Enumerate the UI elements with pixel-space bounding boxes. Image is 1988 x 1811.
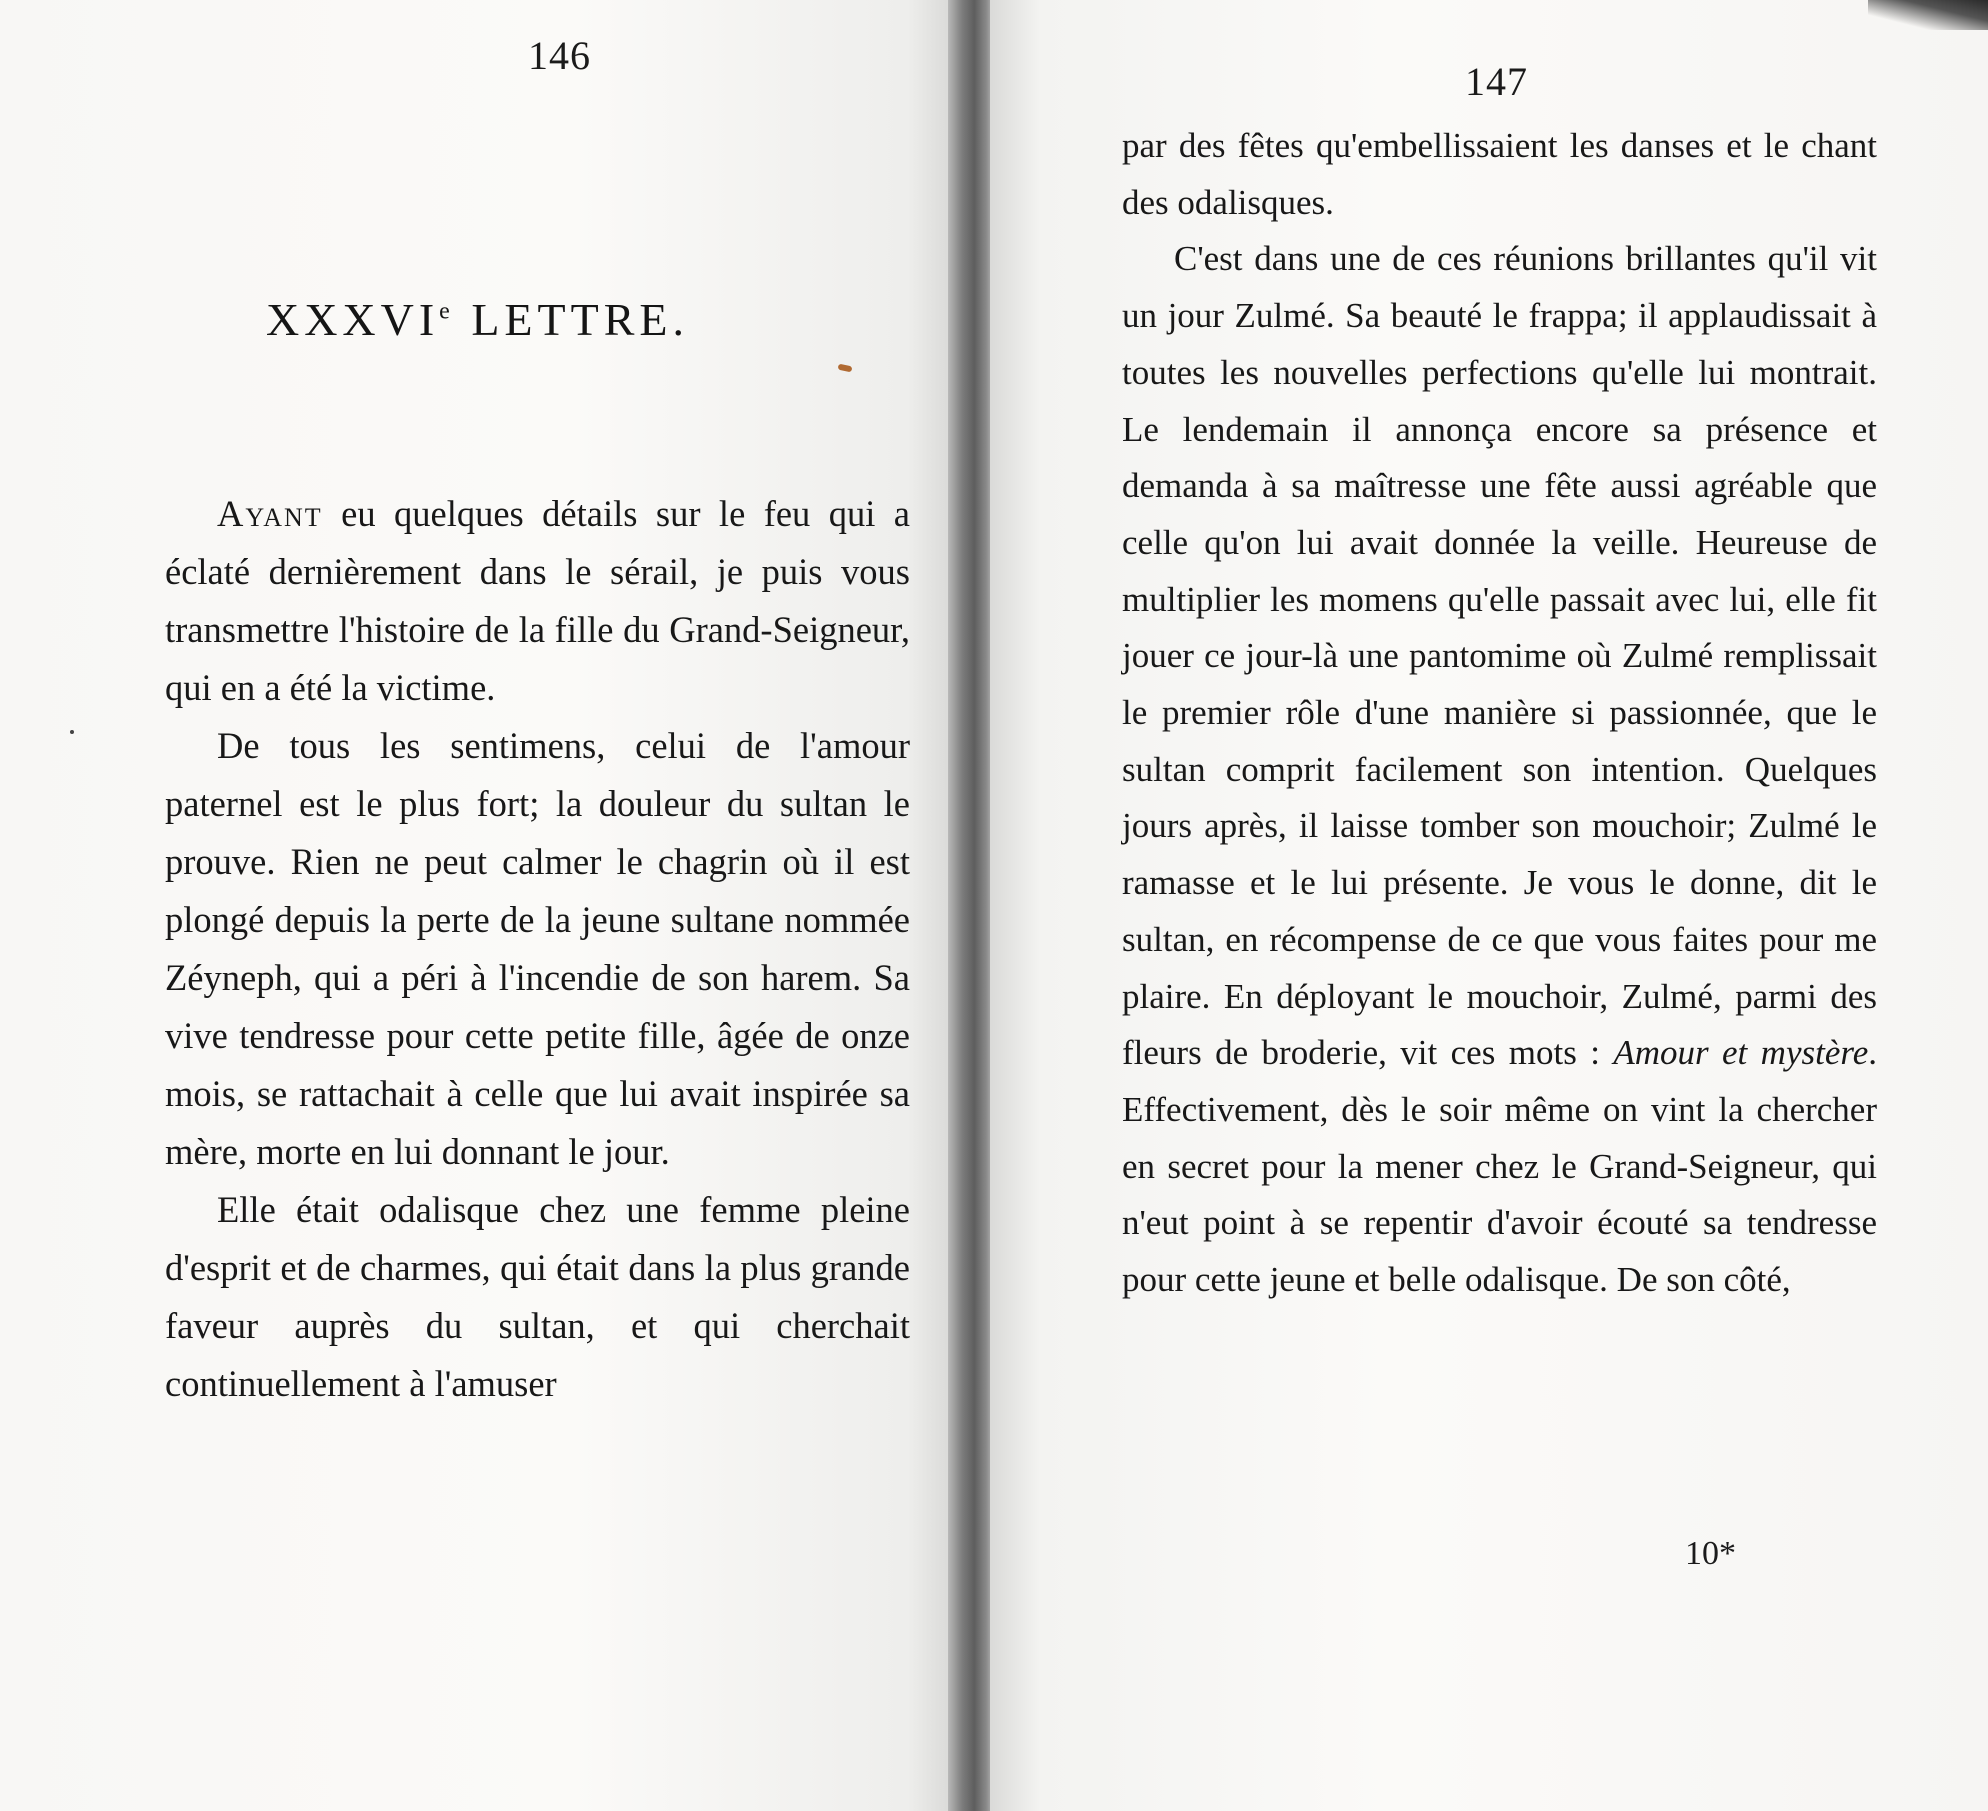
chapter-title: XXXVIe LETTRE. (265, 293, 690, 345)
page-number-right: 147 (1465, 59, 1528, 104)
signature-mark: 10* (1685, 1535, 1736, 1572)
opening-word: Ayant (217, 493, 323, 534)
book-gutter (948, 0, 996, 1811)
paragraph: C'est dans une de ces réunions brillantes qu'il vit un jour Zulmé. Sa beauté le frappa; il applaudissait à toutes les nouvelles perfections qu'elle lui montrait. Le lendemain il annonça encore sa présence et demanda à sa maîtresse une fête aussi agréable que celle qu'on lui avait donnée la veille. Heureuse de multiplier les momens qu'elle passait avec lui, elle fit jouer ce jour-là une pantomime où Zulmé remplissait le premier rôle d'une manière si passionnée, que le sultan comprit facilement son intention. Quelques jours après, il laisse tomber son mouchoir; Zulmé le ramasse et le lui présente. Je vous le donne, dit le sultan, en récompense de ce que vous faites pour me plaire. En déployant le mouchoir, Zulmé, parmi des fleurs de broderie, vit ces mots : Amour et mystère. Effectivement, dès le soir même on vint la chercher en secret pour la mener chez le Grand-Seigneur, qui n'eut point à se repentir d'avoir écouté sa tendresse pour cette jeune et belle odalisque. De son côté, (1122, 239, 1877, 1300)
paragraph: De tous les sentimens, celui de l'amour paternel est le plus fort; la douleur du sultan le prouve. Rien ne peut calmer le chagrin où il est plongé depuis la perte de la jeune sultane nommée Zéyneph, qui a péri à l'incendie de son harem. Sa vive tendresse pour cette petite fille, âgée de onze mois, se rattachait à celle que lui avait inspirée sa mère, morte en lui donnant le jour. (165, 725, 910, 1172)
paragraph: Ayant eu quelques détails sur le feu qui a éclaté dernièrement dans le sérail, je puis vous transmettre l'histoire de la fille du Grand-Seigneur, qui en a été la victime. (165, 493, 910, 708)
left-page-text (165, 485, 910, 1413)
ink-dot (70, 730, 74, 734)
ink-speck (838, 364, 853, 373)
italic-phrase: Amour et mystère (1613, 1033, 1869, 1073)
page-number-left: 146 (528, 33, 591, 78)
left-page (0, 0, 955, 1811)
right-page-text (1122, 118, 1877, 1309)
paragraph: Elle était odalisque chez une femme pleine d'esprit et de charmes, qui était dans la plus grande faveur auprès du sultan, et qui cherchait continuellement à l'amuser (165, 1189, 910, 1404)
paragraph-continuation: par des fêtes qu'embellissaient les danses et le chant des odalisques. (1122, 126, 1877, 222)
show-through-text (150, 95, 930, 149)
scan-corner-shadow (1868, 0, 1988, 30)
